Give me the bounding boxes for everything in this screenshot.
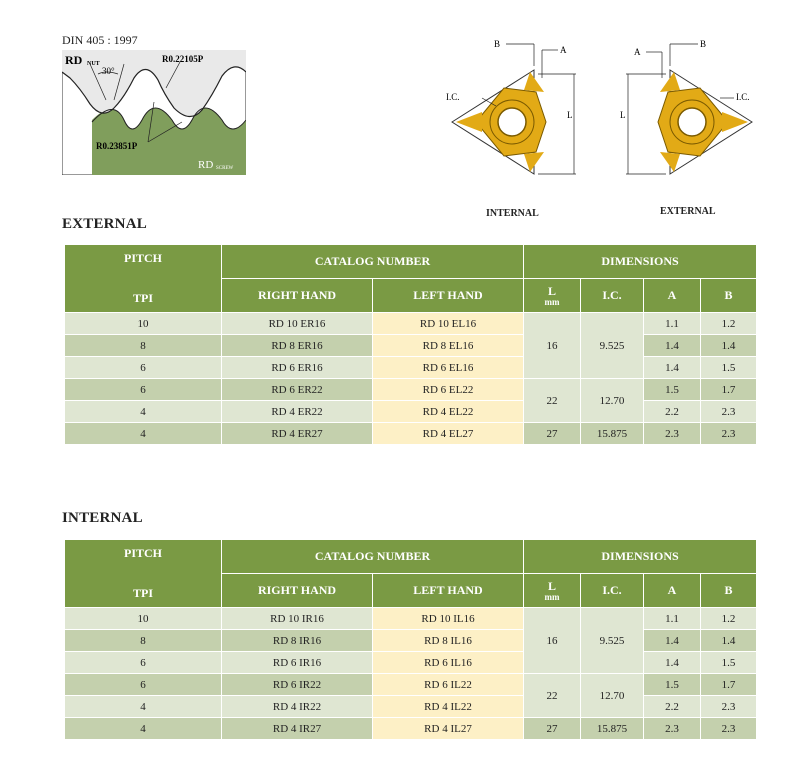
b-header: B xyxy=(701,574,757,608)
internal-insert-caption: INTERNAL xyxy=(486,208,539,219)
left-hand-header: LEFT HAND xyxy=(373,574,524,608)
table-row: 4 RD 4 IR27 RD 4 IL27 27 15.875 2.3 2.3 xyxy=(65,718,757,740)
l-header: L mm xyxy=(524,574,581,608)
catalog-header: CATALOG NUMBER xyxy=(222,245,524,279)
catalog-header: CATALOG NUMBER xyxy=(222,540,524,574)
table-row: 10 RD 10 IR16 RD 10 IL16 16 9.525 1.1 1.2 xyxy=(65,608,757,630)
internal-a-label: A xyxy=(560,45,567,55)
l-header: L mm xyxy=(524,279,581,313)
table-row: 6 RD 6 ER22 RD 6 EL22 22 12.70 1.5 1.7 xyxy=(65,379,757,401)
table-row: 6 RD 6 ER16 RD 6 EL16 1.4 1.5 xyxy=(65,357,757,379)
standard-label: DIN 405 : 1997 xyxy=(62,33,138,47)
ic-header: I.C. xyxy=(581,574,644,608)
internal-insert-diagram xyxy=(442,38,588,178)
table-row: 10 RD 10 ER16 RD 10 EL16 16 9.525 1.1 1.2 xyxy=(65,313,757,335)
table-row: 4 RD 4 ER22 RD 4 EL22 2.2 2.3 xyxy=(65,401,757,423)
rd-screw-label: RD xyxy=(198,159,214,171)
internal-section-title: INTERNAL xyxy=(62,510,143,526)
dimensions-header: DIMENSIONS xyxy=(524,540,757,574)
internal-table xyxy=(64,539,757,740)
pitch-header: PITCH TPI xyxy=(65,540,222,608)
left-hand-header: LEFT HAND xyxy=(373,279,524,313)
external-a-label: A xyxy=(634,47,641,57)
b-header: B xyxy=(701,279,757,313)
pitch-header: PITCH TPI xyxy=(65,245,222,313)
angle-label: 30° xyxy=(102,66,115,76)
external-ic-label: I.C. xyxy=(736,92,750,102)
external-insert-diagram xyxy=(616,38,762,178)
internal-l-label: L xyxy=(567,110,573,120)
right-hand-header: RIGHT HAND xyxy=(222,279,373,313)
a-header: A xyxy=(644,574,701,608)
internal-b-label: B xyxy=(494,39,501,49)
dimensions-header: DIMENSIONS xyxy=(524,245,757,279)
table-row: 6 RD 6 IR16 RD 6 IL16 1.4 1.5 xyxy=(65,652,757,674)
external-insert-caption: EXTERNAL xyxy=(660,206,716,217)
external-table xyxy=(64,244,757,445)
radius-bottom-label: R0.23851P xyxy=(96,141,138,151)
external-l-label: L xyxy=(620,110,626,120)
svg-text:NUT: NUT xyxy=(87,61,100,67)
internal-ic-label: I.C. xyxy=(446,92,460,102)
table-row: 4 RD 4 ER27 RD 4 EL27 27 15.875 2.3 2.3 xyxy=(65,423,757,445)
a-header: A xyxy=(644,279,701,313)
svg-text:SCREW: SCREW xyxy=(216,166,234,171)
table-row: 8 RD 8 ER16 RD 8 EL16 1.4 1.4 xyxy=(65,335,757,357)
right-hand-header: RIGHT HAND xyxy=(222,574,373,608)
table-row: 4 RD 4 IR22 RD 4 IL22 2.2 2.3 xyxy=(65,696,757,718)
radius-top-label: R0.22105P xyxy=(162,54,204,64)
external-section-title: EXTERNAL xyxy=(62,216,147,232)
external-b-label: B xyxy=(700,39,707,49)
thread-profile-diagram xyxy=(62,50,246,175)
ic-header: I.C. xyxy=(581,279,644,313)
table-row: 8 RD 8 IR16 RD 8 IL16 1.4 1.4 xyxy=(65,630,757,652)
rd-nut-label: RD xyxy=(65,53,83,67)
table-row: 6 RD 6 IR22 RD 6 IL22 22 12.70 1.5 1.7 xyxy=(65,674,757,696)
